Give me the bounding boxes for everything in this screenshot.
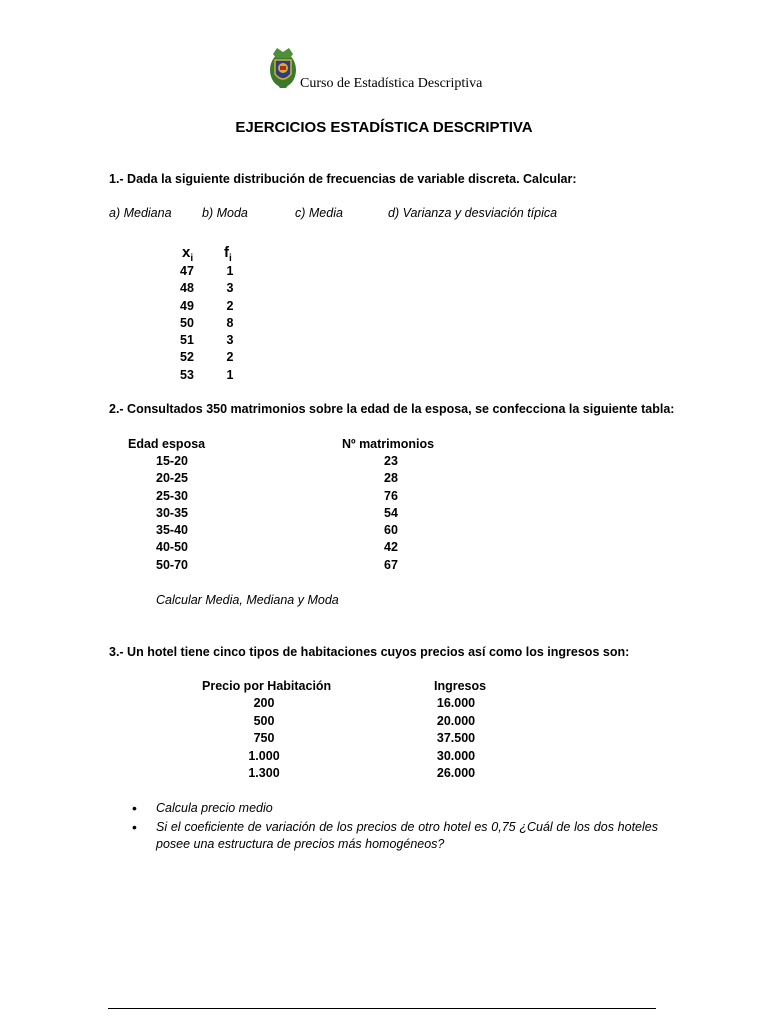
exercise-2-col-age-header: Edad esposa: [128, 437, 206, 451]
table-cell: 1.000: [248, 748, 280, 763]
table-cell: 49: [180, 298, 194, 313]
exercise-1-option-a: a) Mediana: [109, 206, 172, 220]
exercise-3-price-column: [236, 696, 292, 784]
document-title: EJERCICIOS ESTADÍSTICA DESCRIPTIVA: [235, 119, 533, 136]
table-cell: 40-50: [156, 540, 188, 555]
table-cell: 20.000: [436, 713, 476, 728]
table-cell: 54: [384, 505, 398, 520]
table-cell: 76: [384, 488, 398, 503]
list-item: • Calcula precio medio: [110, 800, 658, 817]
table-cell: 2: [226, 298, 234, 313]
table-cell: 53: [180, 367, 194, 382]
table-cell: 37.500: [436, 731, 476, 745]
exercise-3-bullet-list: [110, 800, 658, 853]
list-item: • Si el coeficiente de variación de los precios de otro hotel es 0,75 ¿Cuál de los dos hoteles posee una estructura de precios más homogéneos?: [110, 819, 658, 853]
table-cell: 1.300: [248, 766, 280, 780]
table-cell: 48: [180, 281, 194, 296]
table-cell: 47: [180, 264, 194, 278]
table-cell: 3: [226, 333, 234, 348]
table-cell: 15-20: [156, 454, 188, 468]
course-header-title: Curso de Estadística Descriptiva: [300, 76, 483, 91]
table-cell: 50: [180, 315, 194, 330]
table-cell: 67: [384, 557, 398, 572]
table-cell: 35-40: [156, 523, 188, 538]
table-cell: 23: [384, 454, 398, 468]
exercise-1-option-b: b) Moda: [202, 206, 248, 220]
university-crest-logo: [268, 46, 298, 90]
table-cell: 1: [226, 264, 234, 278]
exercise-2-question: 2.- Consultados 350 matrimonios sobre la edad de la esposa, se confecciona la siguiente tabla:: [109, 402, 675, 416]
exercise-1-col-f-header: $f_i$: [224, 244, 232, 264]
exercise-2-col-count-header: Nº matrimonios: [342, 437, 435, 451]
exercise-1-col-x-header: $x_i$: [182, 244, 194, 264]
exercise-1-option-d: d) Varianza y desviación típica: [388, 206, 558, 220]
exercise-3-col-income-header: Ingresos: [434, 679, 487, 693]
table-cell: 30-35: [156, 505, 188, 520]
exercise-3-income-column: [430, 696, 482, 784]
table-cell: 8: [226, 315, 234, 330]
table-cell: 50-70: [156, 557, 188, 572]
exercise-2-count-column: [376, 454, 406, 575]
exercise-2-instruction: Calcular Media, Mediana y Moda: [156, 593, 339, 607]
table-cell: 51: [180, 333, 194, 348]
exercise-2-age-column: [146, 454, 198, 575]
exercise-1-f-column: [220, 264, 240, 385]
table-cell: 16.000: [436, 696, 476, 710]
table-cell: 25-30: [156, 488, 188, 503]
table-cell: 42: [384, 540, 398, 555]
table-cell: 30.000: [436, 748, 476, 763]
table-cell: 52: [180, 350, 194, 365]
table-cell: 28: [384, 471, 398, 486]
exercise-3-col-price-header: Precio por Habitación: [202, 679, 332, 693]
table-cell: 1: [226, 367, 234, 382]
table-cell: 20-25: [156, 471, 188, 486]
exercise-1-question: 1.- Dada la siguiente distribución de frecuencias de variable discreta. Calcular:: [109, 172, 577, 186]
exercise-1-option-c: c) Media: [295, 206, 343, 220]
table-cell: 60: [384, 523, 398, 538]
table-cell: 26.000: [436, 766, 476, 780]
footer-divider: [108, 1008, 656, 1009]
table-cell: 2: [226, 350, 234, 365]
exercise-1-x-column: [172, 264, 202, 385]
table-cell: 200: [253, 696, 275, 710]
table-cell: 500: [253, 713, 275, 728]
exercise-3-question: 3.- Un hotel tiene cinco tipos de habitaciones cuyos precios así como los ingresos son:: [109, 645, 630, 659]
table-cell: 750: [253, 731, 275, 745]
table-cell: 3: [226, 281, 234, 296]
